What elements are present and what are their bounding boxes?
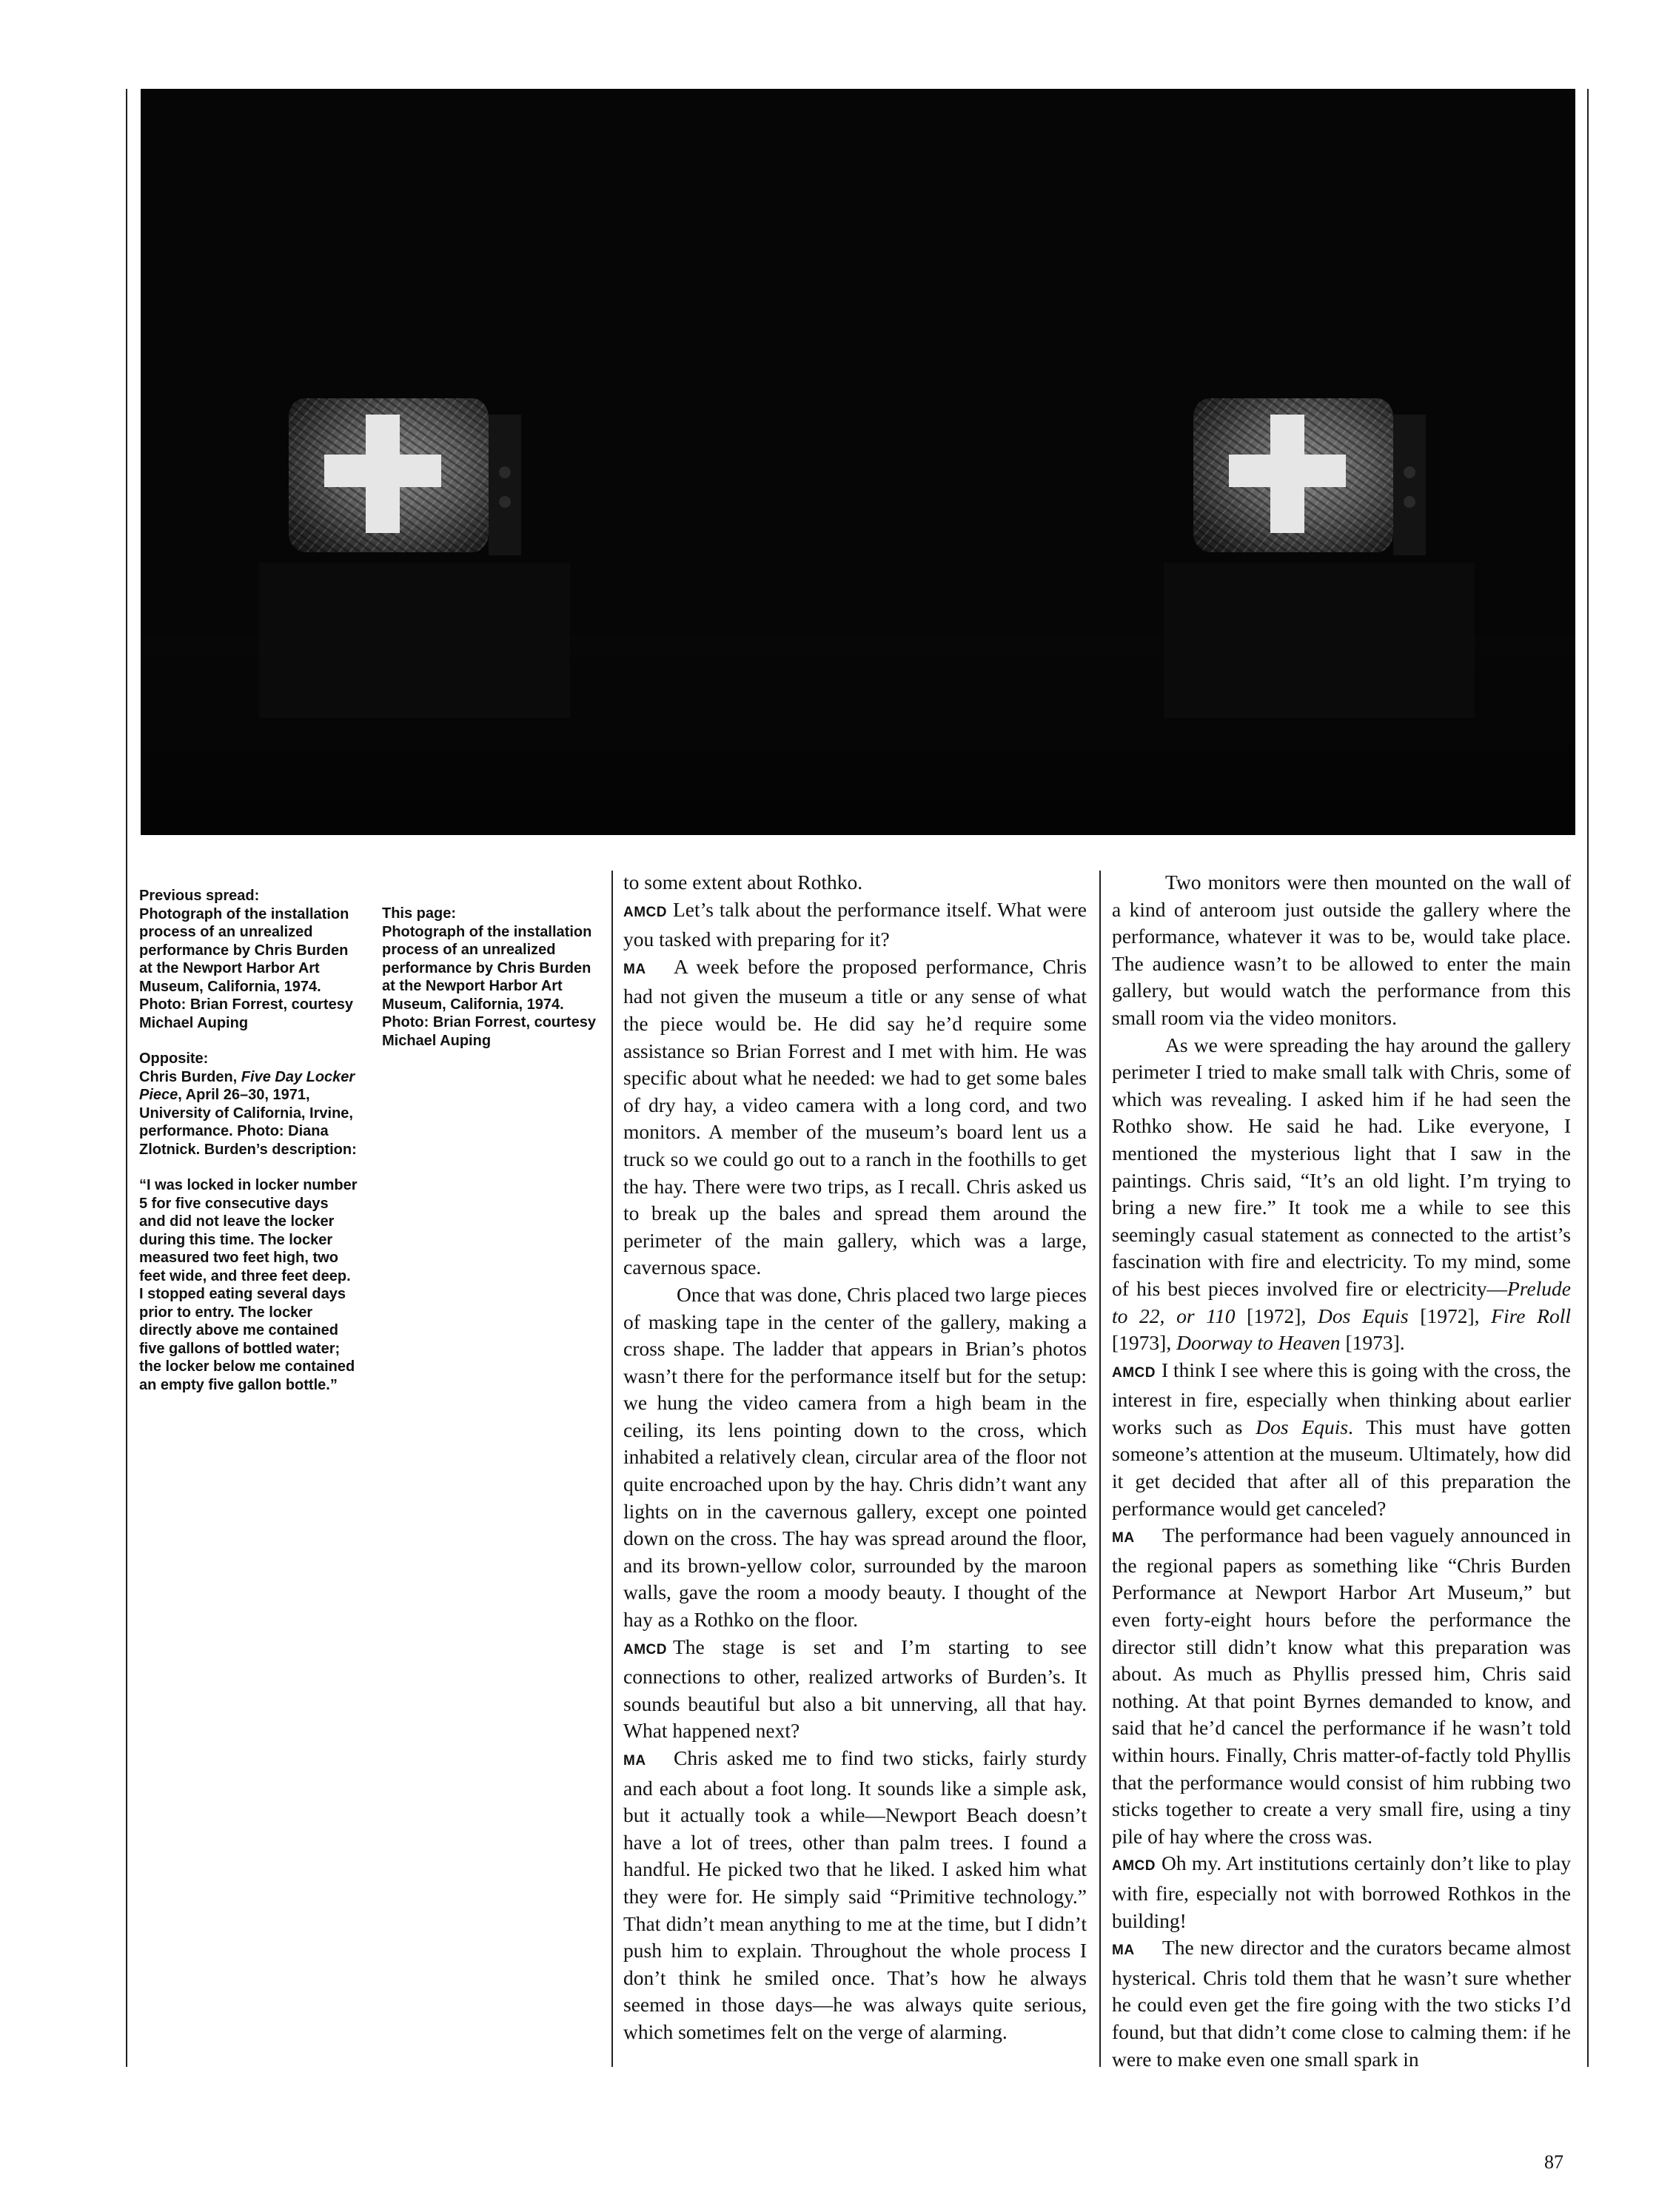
speaker-label: MA	[1112, 1530, 1135, 1546]
column-rule-left	[611, 871, 613, 2067]
monitor-screen	[1193, 398, 1393, 552]
caption-opposite: Opposite: Chris Burden, Five Day Locker Piece, April 26–30, 1971, University of California, Irvine, performance. Photo: Diana Zlotnick. Burden’s description:	[139, 1050, 357, 1158]
column-rule-middle	[1099, 871, 1101, 2067]
paragraph: Once that was done, Chris placed two large pieces of masking tape in the center of the gallery, making a cross shape. The ladder that appears in Brian’s photos wasn’t there for the performance itself but for the setup: we hung the video camera from a high beam in the ceiling, its lens pointing down to the cross, which inhabited a relatively clean, circular area of the floor not quite encroached upon by the hay. Chris didn’t want any lights on in the cavernous gallery, except one pointed down on the cross. The hay was spread around the floor, and its brown-yellow color, surrounded by the maroon walls, gave the room a moody beauty. I thought of the hay as a Rothko on the floor.	[623, 1282, 1087, 1632]
paragraph: MA A week before the proposed performance, Chris had not given the museum a title or any sense of what the piece would be. He did say he’d require some assistance so Brian Forrest and I met with him. He was specific about what he needed: we had to get some bales of dry hay, a video camera with a long cord, and two monitors. A member of the museum’s board lent us a truck so we could go out to a ranch in the foothills to get the hay. There were two trips, as I recall. Chris asked us to break up the bales and spread them around the perimeter of the main gallery, which was a large, cavernous space.	[623, 954, 1087, 1279]
paragraph: AMCD The stage is set and I’m starting to see connections to other, realized artworks of Burden’s. It sounds beautiful but also a bit unnerving, all that hay. What happened next?	[623, 1635, 1087, 1743]
speaker-label: AMCD	[1112, 1364, 1156, 1381]
monitor-screen	[289, 398, 489, 552]
left-margin-rule	[126, 89, 127, 2067]
speaker-label: AMCD	[623, 904, 667, 920]
caption-column-left	[139, 887, 358, 1412]
paragraph: As we were spreading the hay around the gallery perimeter I tried to make small talk with Chris, some of which was revealing. I asked him if he had seen the Rothko show. He said he had. Like everyone, I mentioned the mysterious light that I saw in the paintings. Chris said, “It’s an old light. I’m trying to bring a new fire.” It took me a while to see this seemingly casual statement as connected to the artist’s fascination with fire and electricity. To my mind, some of his best pieces involved fire or electricity—Prelude to 22, or 110 [1972], Dos Equis [1972], Fire Roll [1973], Doorway to Heaven [1973].	[1112, 1033, 1571, 1355]
caption-this-page: This page: Photograph of the installation process of an unrealized performance by Chris Burden at the Newport Harbor Art Museum, California, 1974. Photo: Brian Forrest, courtesy Michael Auping	[382, 905, 596, 1049]
caption-column-right	[382, 905, 601, 1068]
caption-opposite-quote: “I was locked in locker number 5 for five consecutive days and did not leave the locker during this time. The locker measured two feet high, two feet wide, and three feet deep. I stopped eating several days prior to entry. The locker directly above me contained five gallons of bottled water; the locker below me contained an empty five gallon bottle.”	[139, 1177, 358, 1393]
installation-photograph	[141, 89, 1575, 835]
paragraph: AMCD Let’s talk about the performance itself. What were you tasked with preparing for it?	[623, 897, 1087, 951]
paragraph: MA Chris asked me to find two sticks, fairly sturdy and each about a foot long. It sounds like a simple ask, but it actually took a while—Newport Beach doesn’t have a lot of trees, other than palm trees. I found a handful. He picked two that he liked. I asked him what they were for. He simply said “Primitive technology.” That didn’t mean anything to me at the time, but I didn’t push him to explain. Throughout the whole process I don’t think he smiled once. That’s how he always seemed in those days—he was always quite serious, which sometimes felt on the verge of alarming.	[623, 1746, 1087, 2043]
monitor-stand	[259, 563, 570, 718]
body-column-1	[623, 869, 1087, 2046]
body-column-2	[1112, 869, 1571, 2073]
paragraph: to some extent about Rothko.	[623, 871, 863, 894]
right-margin-rule	[1587, 89, 1589, 2067]
monitor-stand	[1164, 563, 1475, 718]
paragraph: AMCD I think I see where this is going with the cross, the interest in fire, especially when thinking about earlier works such as Dos Equis. This must have gotten someone’s attention at the museum. Ultimately, how did it get decided that after all of this preparation the performance would get canceled?	[1112, 1358, 1571, 1520]
speaker-label: MA	[623, 961, 646, 977]
paragraph: Two monitors were then mounted on the wall of a kind of anteroom just outside the gallery where the performance, whatever it was to be, would take place. The audience wasn’t to be allowed to enter the main gallery, but would watch the performance from this small room via the video monitors.	[1112, 871, 1571, 1029]
speaker-label: AMCD	[623, 1641, 667, 1658]
speaker-label: MA	[623, 1753, 646, 1769]
paragraph: MA The performance had been vaguely announced in the regional papers as something like “Chris Burden Performance at Newport Harbor Art Museum,” but even forty-eight hours before the performance the director still didn’t know what this preparation was about. As much as Phyllis pressed him, Chris said nothing. At that point Byrnes demanded to know, and said that he’d cancel the performance if he wasn’t told within hours. Finally, Chris matter-of-factly told Phyllis that the performance would consist of him rubbing two sticks together to create a very small fire, using a tiny pile of hay where the cross was.	[1112, 1524, 1571, 1848]
paragraph: AMCD Oh my. Art institutions certainly don’t like to play with fire, especially not with borrowed Rothkos in the building!	[1112, 1851, 1571, 1932]
speaker-label: MA	[1112, 1943, 1135, 1959]
speaker-label: AMCD	[1112, 1858, 1156, 1874]
paragraph: MA The new director and the curators became almost hysterical. Chris told them that he wasn’t sure whether he could even get the fire going with the two sticks I’d found, but that didn’t come close to calming them: if he were to make even one small spark in	[1112, 1936, 1571, 2071]
page-number: 87	[1544, 2151, 1563, 2173]
caption-previous-spread: Previous spread: Photograph of the installation process of an unrealized performance by Chris Burden at the Newport Harbor Art Museum, California, 1974. Photo: Brian Forrest, courtesy Michael Auping	[139, 888, 353, 1031]
